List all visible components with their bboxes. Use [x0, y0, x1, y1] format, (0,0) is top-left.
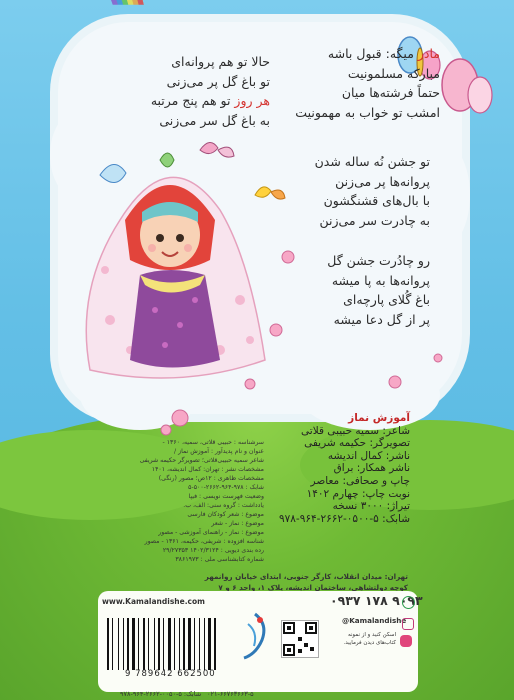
poem-line: تو باغ گل پر می‌زنی [166, 73, 270, 89]
cip-line: رده بندی دیویی : ۱۴۰۲/۳۱۲۴ ۲۹/۲۷۳۵۳ [162, 547, 264, 554]
speaker-label: مادر [417, 46, 440, 61]
credit-line: تیراژ: ۳۰۰۰ نسخه [332, 500, 410, 513]
cip-line: شابک : ۹۷۸-۹۶۴-۲۶۶۲-۵۰۰-۵ [188, 484, 264, 491]
cip-line: وضعیت فهرست نویسی : فیپا [188, 493, 264, 500]
qr-code[interactable] [281, 620, 319, 658]
credit-line: تصویرگر: حکیمه شریفی [304, 437, 410, 450]
poem-line: تو جشن نُه ساله شدن [314, 154, 430, 169]
book-title: آموزش نماز [348, 412, 410, 424]
book-credits [266, 412, 410, 525]
cip-line: سرشناسه : حبیبی قلاتی، سمیه، ۱۳۶۰ - [162, 439, 264, 446]
cataloging-info [104, 438, 264, 564]
poem-line: امشب تو خواب به مهمونیت [295, 104, 440, 120]
cip-line: مشخصات نشر : تهران: کمال اندیشه، ۱۴۰۱ [151, 466, 264, 473]
address-line: تهران: میدان انقلاب، کارگر جنوبی، ابتدای خیابان روانمهر [204, 572, 408, 581]
credit-line: ناشر: کمال اندیشه [327, 449, 410, 462]
poem-line: حالا تو هم پروانه‌ای [171, 54, 270, 69]
publisher-logo [238, 610, 272, 664]
girl-illustration [70, 150, 270, 390]
credit-line: چاپ و صحافی: معاصر [310, 474, 410, 487]
poem-line: به چادرت سر می‌زنن [319, 212, 430, 228]
website-link[interactable]: www.Kamalandishe.com [102, 597, 205, 606]
isbn-text: شابک: ۵-۰۰۵۰-۲۶۶۲-۹۶۴-۹۷۸ [120, 690, 202, 698]
poem-line: پروانه‌ها به پا میشه [331, 272, 430, 288]
poem-line: پروانه‌ها پر می‌زنن [335, 173, 430, 189]
cip-line: مشخصات ظاهری : ۱۲ص؛ مصور (رنگی) [158, 475, 264, 482]
poem-line: تو هم پنج مرتبه [150, 93, 235, 108]
credit-line: شاعر: سمیه حبیبی قلاتی [301, 424, 410, 437]
flower-icon [161, 425, 171, 435]
flower-icon [434, 354, 442, 362]
cip-line: شناسه افزوده : شریفی، حکیمه، ۱۳۶۱ - مصور [144, 538, 264, 545]
address-line: کوچه دولتشاهی، ساختمان اندیشه، پلاک ۱، واحد ۶ و ۷ [218, 582, 408, 592]
poem-line: به باغ گل سر می‌زنی [159, 112, 270, 128]
highlight-text: هر روز [234, 93, 270, 108]
poem-line: با بال‌های قشنگشون [323, 193, 430, 208]
isbn-barcode [107, 618, 223, 670]
poem-stanza-3 [290, 251, 430, 329]
contact-phone: ۰۲۱-۶۶۷۶۳۶۶۳-۵ [207, 690, 254, 698]
instagram-handle[interactable]: @Kamalandishe [342, 616, 407, 625]
credit-line: نوبت چاپ: چهارم ۱۴۰۲ [306, 487, 410, 500]
instagram-icon [402, 618, 414, 630]
credit-line: ناشر همکار: براق [333, 462, 410, 475]
poem-left-column [124, 52, 270, 130]
phone-number: ۰۹۳۷ ۱۷۸ ۹۰۹۳ [330, 593, 423, 608]
credit-line: شابک: ۵-۰۵۰۰-۲۶۶۲-۹۶۴-۹۷۸ [279, 512, 410, 525]
poem-line: حتماً فرشته‌ها میان [341, 85, 440, 100]
poem-line: پر از گل دعا میشه [333, 311, 430, 327]
whatsapp-icon [402, 596, 415, 609]
butterfly-icon [442, 59, 492, 113]
flower-icon [389, 376, 401, 388]
poem-line: باغ گُلای پارچه‌ای [343, 292, 430, 307]
cip-line: موضوع : نماز - شعر [211, 520, 264, 527]
cip-line: موضوع : شعر کودکان فارسی [187, 511, 264, 518]
instagram-logo-icon [400, 635, 412, 647]
flower-icon [270, 324, 282, 336]
poem-line: رو چادُرت جشن گل [327, 253, 430, 268]
isbn-number: 9 789642 662500 [125, 669, 216, 679]
cip-line: شاعر سمیه حبیبی‌قلاتی؛ تصویرگر حکیمه شریفی [139, 457, 264, 464]
cip-line: موضوع : نماز - راهنمای آموزشی - مصور [158, 529, 264, 536]
poem-line: میگه: قبول باشه [327, 46, 418, 61]
poem-right-column [290, 44, 440, 122]
scan-note: اسکن کنید و از نمونه کتاب‌های دیدن فرمایید. [343, 632, 396, 646]
cip-line: یادداشت : گروه سنی: الف، ب. [183, 502, 264, 509]
cip-line: عنوان و نام پدیدآور : آموزش نماز / [174, 448, 264, 455]
poem-stanza-2 [290, 152, 430, 230]
flower-icon [172, 410, 188, 426]
cip-line: شماره کتابشناسی ملی : ۳۸۶۱۹۷۳ [175, 556, 264, 563]
poem-line: مبارکه مسلمونیت [347, 65, 440, 81]
publisher-address [104, 572, 408, 593]
